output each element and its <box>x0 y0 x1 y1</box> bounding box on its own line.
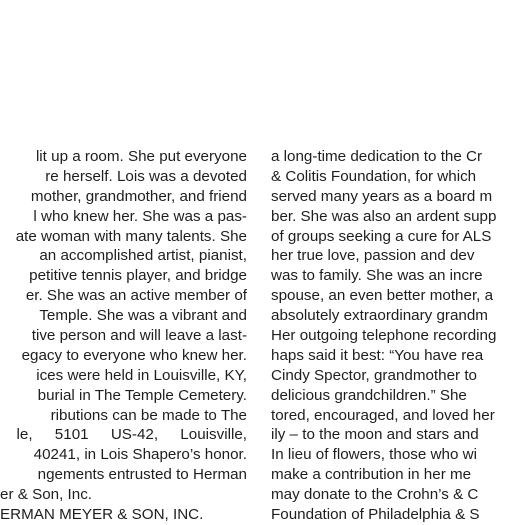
left-line-3: mother, grandmother, and friend <box>30 187 247 205</box>
left-line-12: ices were held in Louisville, KY, <box>36 366 247 384</box>
left-line-9: Temple. She was a vibrant and <box>39 307 247 325</box>
right-line-5: of groups seeking a cure for ALS <box>271 227 492 245</box>
left-line-13: burial in The Temple Cemetery. <box>37 386 247 404</box>
right-line-8: spouse, an even better mother, a <box>271 287 494 305</box>
left-text-column <box>0 147 247 524</box>
right-line-9: absolutely extraordinary grandm <box>271 307 488 325</box>
left-line-17: ngements entrusted to Herman <box>37 466 247 484</box>
right-line-13: delicious grandchildren.” She <box>271 386 467 404</box>
left-line-7: petitive tennis player, and bridge <box>29 267 247 285</box>
left-line-5: ate woman with many talents. She <box>15 227 247 245</box>
right-line-6: her true love, passion and dev <box>271 247 475 265</box>
right-line-10: Her outgoing telephone recording <box>271 327 497 345</box>
left-line-16: 40241, in Lois Shapero’s honor. <box>33 446 247 464</box>
left-line-4: l who knew her. She was a pas- <box>33 207 247 225</box>
left-line-10: tive person and will leave a last- <box>31 327 247 345</box>
right-line-17: make a contribution in her me <box>271 466 472 484</box>
left-line-14: ributions can be made to The <box>50 406 247 424</box>
right-line-7: was to family. She was an incre <box>271 267 483 285</box>
right-line-11: haps said it best: “You have rea <box>271 346 484 364</box>
right-line-16: In lieu of flowers, those who wi <box>271 446 477 464</box>
right-line-3: served many years as a board m <box>271 187 493 205</box>
left-line-8: er. She was an active member of <box>25 287 247 305</box>
left-line-11: egacy to everyone who knew her. <box>21 346 247 364</box>
left-line-2: re herself. Lois was a devoted <box>45 167 247 185</box>
right-line-15: ily – to the moon and stars and <box>271 426 479 444</box>
right-line-2: & Colitis Foundation, for which <box>271 167 477 185</box>
right-line-12: Cindy Spector, grandmother to <box>271 366 477 384</box>
left-line-1: lit up a room. She put everyone <box>35 148 247 165</box>
right-line-4: ber. She was also an ardent supp <box>271 207 497 225</box>
right-text-column <box>271 147 531 524</box>
right-line-19: Foundation of Philadelphia & S <box>271 506 480 524</box>
left-line-18: er & Son, Inc. <box>0 486 93 504</box>
right-line-14: tored, encouraged, and loved her <box>271 406 495 424</box>
left-line-6: an accomplished artist, pianist, <box>39 247 247 265</box>
right-line-1: a long-time dedication to the Cr <box>271 148 483 165</box>
right-line-18: may donate to the Crohn’s & C <box>271 486 479 504</box>
left-line-19: ERMAN MEYER & SON, INC. <box>0 506 204 524</box>
left-line-15: le, 5101 US-42, Louisville, <box>16 426 247 444</box>
